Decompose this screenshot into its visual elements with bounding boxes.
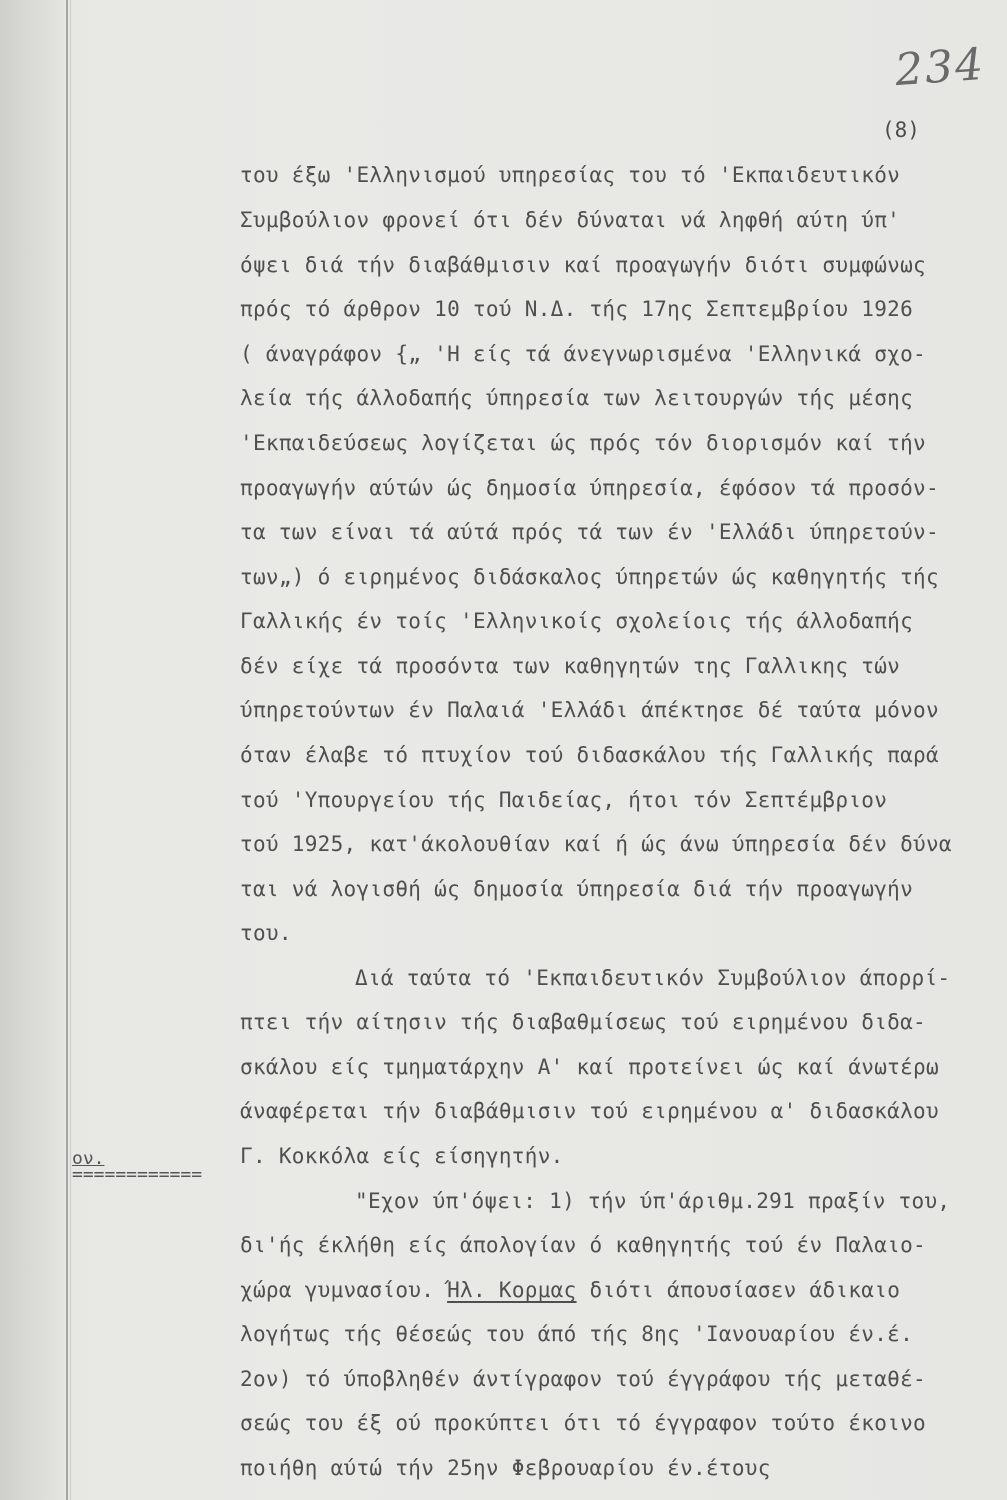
- text-line: Διά ταύτα τό 'Εκπαιδευτικόν Συμβούλιον άπορρί-: [355, 966, 951, 990]
- handwritten-page-number: 234: [893, 38, 987, 97]
- text-line: ποιήθη αύτώ τήν 25ην Φεβρουαρίου έν.έτους: [240, 1456, 771, 1480]
- text-line: Συμβούλιον φρονεί ότι δέν δύναται νά ληφθή αύτη ύπ': [240, 208, 901, 232]
- text-line: Γ. Κοκκόλα είς είσηγητήν.: [240, 1144, 564, 1168]
- text-line: άναφέρεται τήν διαβάθμισιν τού ειρημένου α' διδασκάλου: [240, 1099, 939, 1123]
- text-line: τού 1925, κατ'άκολουθίαν καί ή ώς άνω ύπηρεσία δέν δύνα: [240, 832, 952, 856]
- text-line: δι'ής έκλήθη είς άπολογίαν ό καθηγητής τού έν Παλαιο-: [240, 1233, 926, 1257]
- page-left-edge: [0, 0, 64, 1500]
- text-fragment: διότι άπουσίασεν άδικαιο: [589, 1278, 901, 1302]
- margin-note-label: ον.: [72, 1148, 105, 1169]
- text-line: τα των είναι τά αύτά πρός τά των έν 'Ελλάδι ύπηρετούν-: [240, 520, 939, 544]
- text-line: όταν έλαβε τό πτυχίον τού διδασκάλου τής Γαλλικής παρά: [240, 743, 939, 767]
- text-line: 'Εκπαιδεύσεως λογίζεται ώς πρός τόν διορισμόν καί τήν: [240, 431, 926, 455]
- text-line: του.: [240, 921, 292, 945]
- text-line: πρός τό άρθρον 10 τού Ν.Δ. τής 17ης Σεπτεμβρίου 1926: [240, 297, 914, 321]
- text-line: των„) ό ειρημένος διδάσκαλος ύπηρετών ώς καθηγητής τής: [240, 565, 939, 589]
- text-line: πτει τήν αίτησιν τής διαβαθμίσεως τού ειρημένου διδα-: [240, 1010, 926, 1034]
- text-line: λεία τής άλλοδαπής ύπηρεσία των λειτουργών τής μέσης: [240, 386, 914, 410]
- typed-page-number: (8): [882, 118, 920, 142]
- text-line: ται νά λογισθή ώς δημοσία ύπηρεσία διά τήν προαγωγήν: [240, 877, 914, 901]
- text-line: 2ον) τό ύποβληθέν άντίγραφον τού έγγράφου τής μεταθέ-: [240, 1367, 926, 1391]
- text-line: [240, 1275, 900, 1305]
- binding-line: [66, 0, 68, 1500]
- text-fragment: χώρα γυμνασίου.: [240, 1278, 435, 1302]
- text-line: προαγωγήν αύτών ώς δημοσία ύπηρεσία, έφόσον τά προσόν-: [240, 476, 939, 500]
- text-line: του έξω 'Ελληνισμού υπηρεσίας του τό 'Εκπαιδευτικόν: [240, 163, 901, 187]
- text-line: σκάλου είς τμηματάρχην Α' καί προτείνει ώς καί άνωτέρω: [240, 1055, 939, 1079]
- text-line: όψει διά τήν διαβάθμισιν καί προαγωγήν διότι συμφώνως: [240, 253, 926, 277]
- text-line: Γαλλικής έν τοίς 'Ελληνικοίς σχολείοις τής άλλοδαπής: [240, 609, 914, 633]
- binding-line-secondary: [70, 0, 71, 1500]
- text-line: ύπηρετούντων έν Παλαιά 'Ελλάδι άπέκτησε δέ ταύτα μόνον: [240, 698, 939, 722]
- text-line: "Εχον ύπ'όψει: 1) τήν ύπ'άριθμ.291 πραξίν του,: [355, 1189, 951, 1213]
- text-line: σεώς του έξ ού προκύπτει ότι τό έγγραφον τούτο έκοινο: [240, 1411, 926, 1435]
- margin-note-rule: ============: [72, 1164, 203, 1185]
- margin-note: [72, 1148, 203, 1185]
- text-line: δέν είχε τά προσόντα των καθηγητών της Γαλλικης τών: [240, 654, 901, 678]
- text-line: τού 'Υπουργείου τής Παιδείας, ήτοι τόν Σεπτέμβριον: [240, 788, 888, 812]
- text-line: ( άναγράφον {„ 'Η είς τά άνεγνωρισμένα 'Ελληνικά σχο-: [240, 342, 926, 366]
- text-line: λογήτως τής θέσεώς του άπό τής 8ης 'Ιανουαρίου έν.έ.: [240, 1322, 914, 1346]
- underlined-name: Ήλ. Κορμας: [447, 1278, 577, 1302]
